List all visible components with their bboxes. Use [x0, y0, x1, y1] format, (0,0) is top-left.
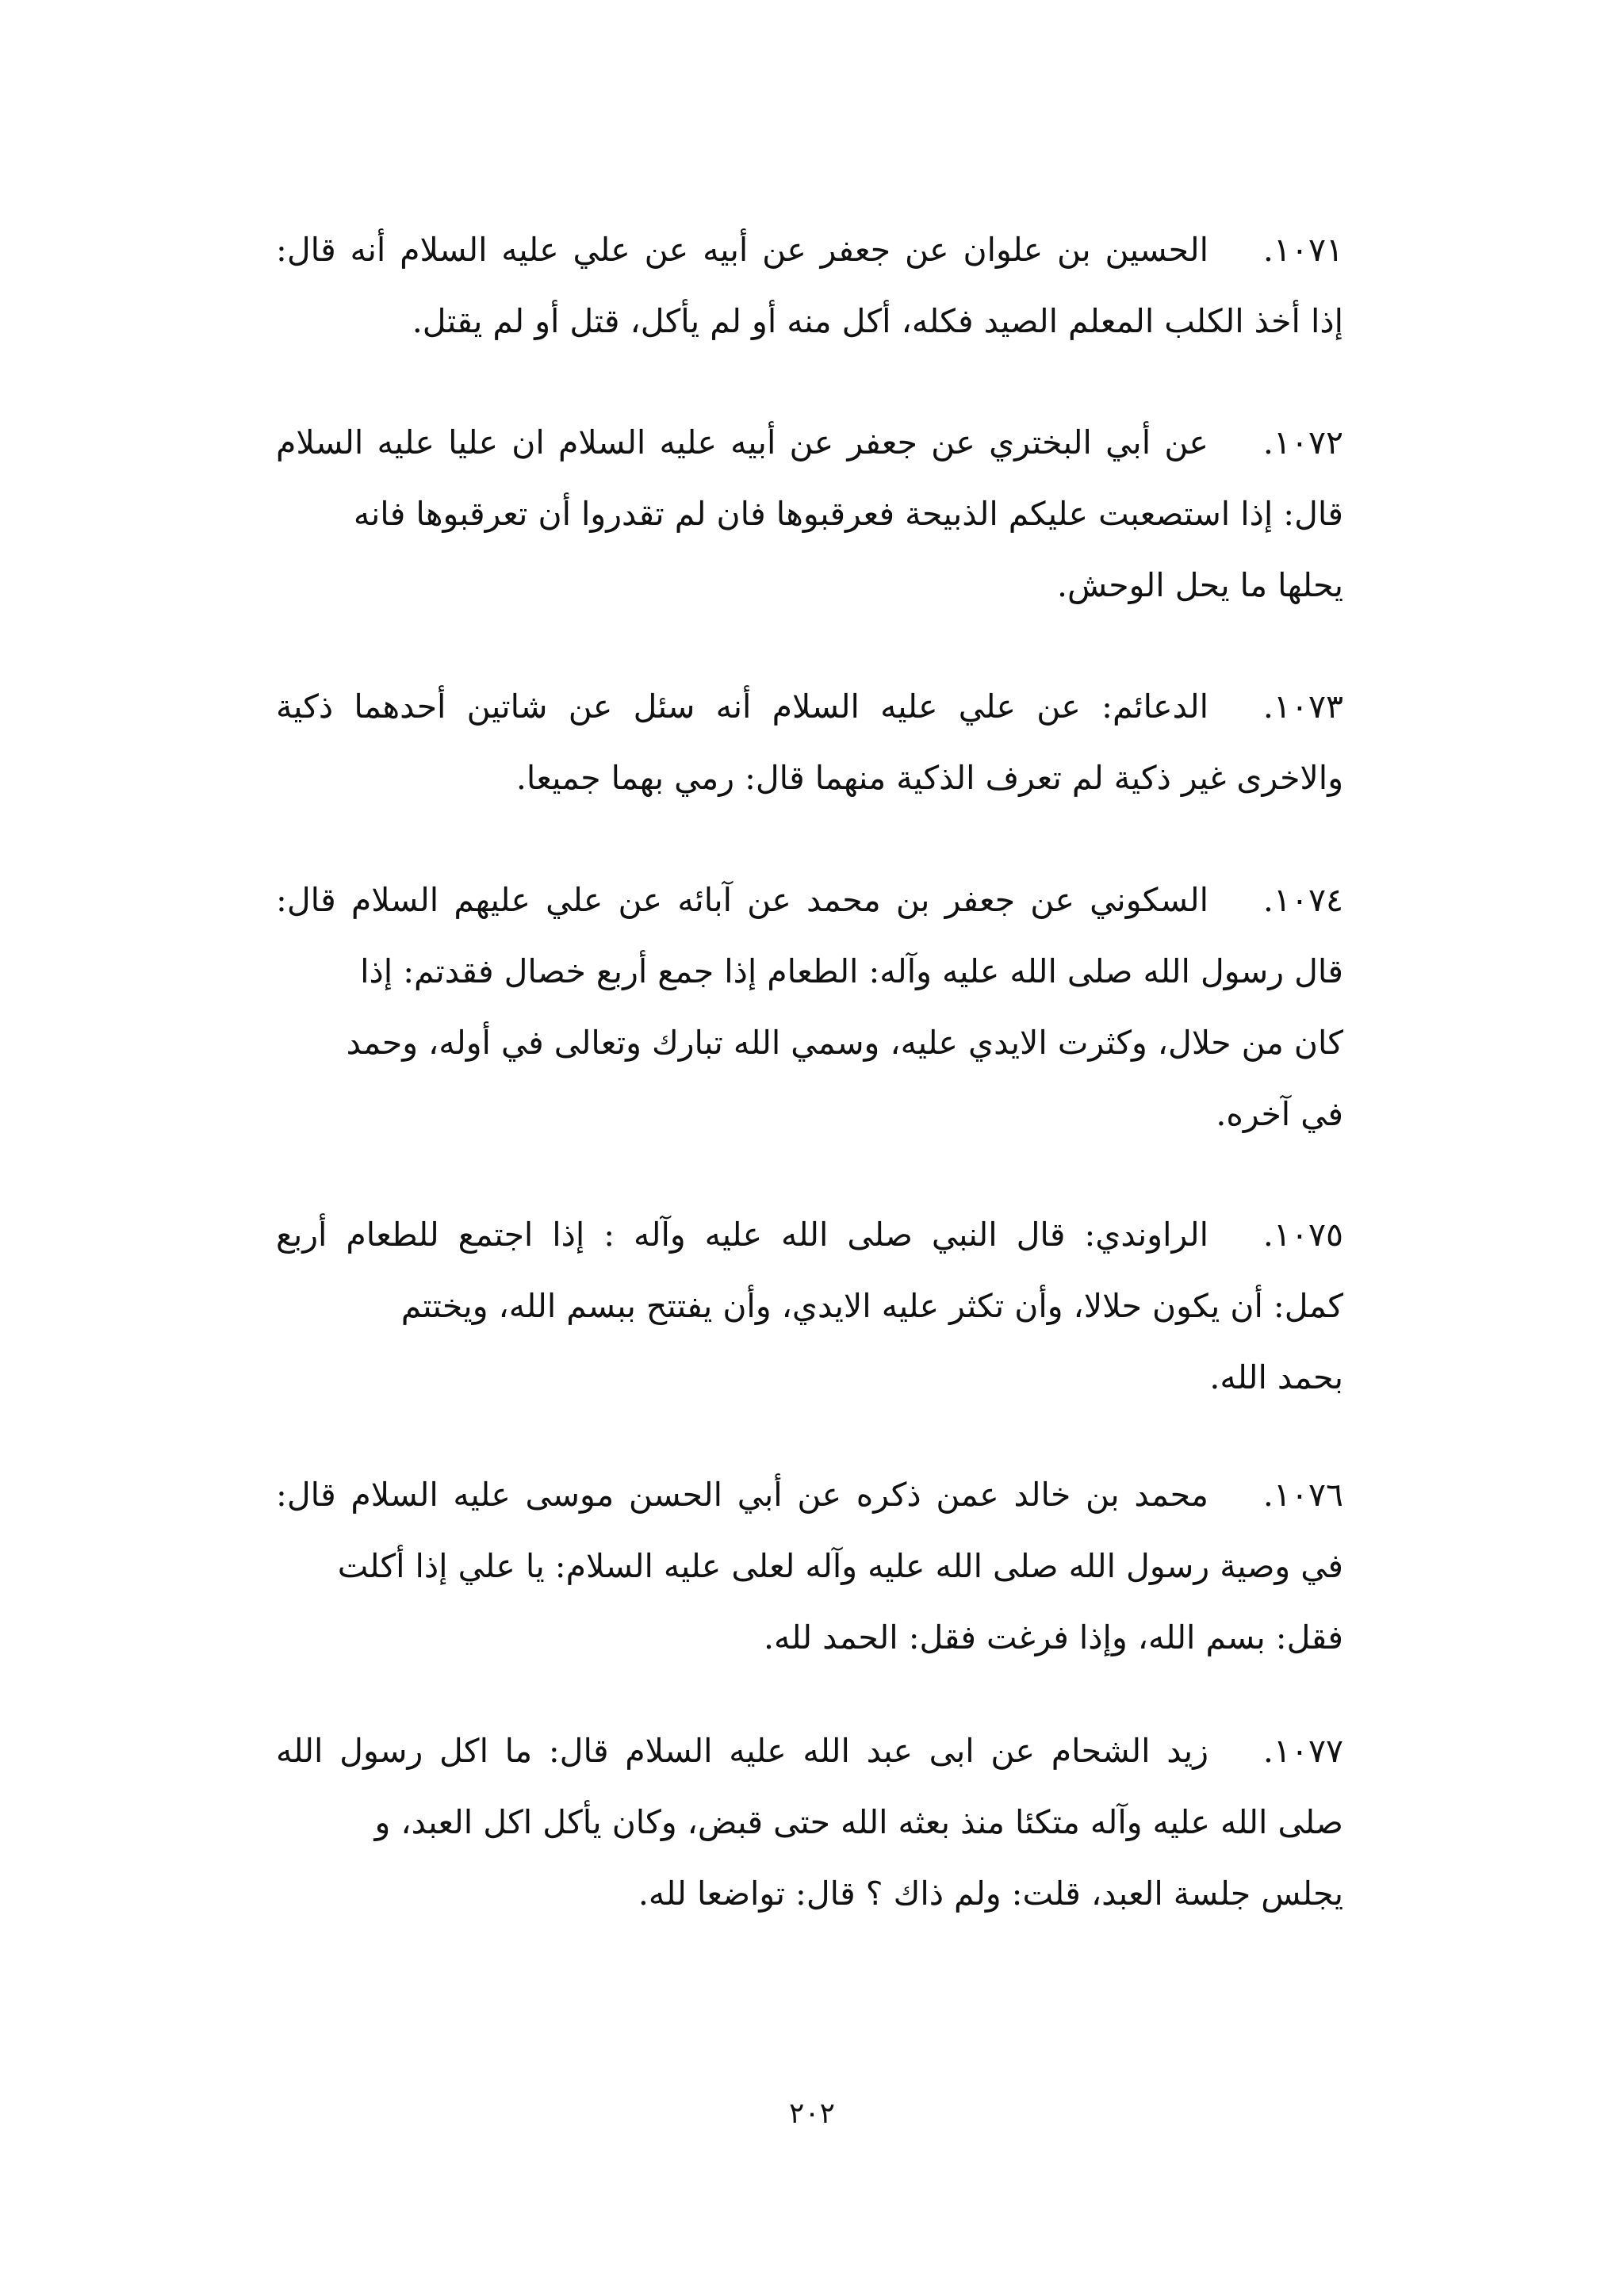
page-number: ٢٠٢ [788, 2097, 835, 2130]
hadith-entry [276, 671, 1343, 814]
entry-number: ١٠٧٣. [1262, 687, 1343, 726]
hadith-entry [276, 214, 1343, 357]
entry-text-line: والاخرى غير ذكية لم تعرف الذكية منهما قال: رمي بهما جميعا. [515, 759, 1343, 797]
entry-text-line: يجلس جلسة العبد، قلت: ولم ذاك ؟ قال: تواضعا لله. [638, 1875, 1343, 1913]
entry-text-line: يحلها ما يحل الوحش. [1056, 566, 1343, 604]
entry-text-line: إذا أخذ الكلب المعلم الصيد فكله، أكل منه أو لم يأكل، قتل أو لم يقتل. [412, 302, 1343, 340]
hadith-entry [276, 1199, 1343, 1413]
entry-first-line [276, 1459, 1343, 1530]
entry-text-line: كان من حلال، وكثرت الايدي عليه، وسمي الله تبارك وتعالى في أوله، وحمد [346, 1024, 1343, 1062]
entry-number: ١٠٧٤. [1262, 881, 1343, 919]
entry-text-line: زيد الشحام عن ابى عبد الله عليه السلام قال: ما اكل رسول الله [276, 1732, 1208, 1770]
hadith-entry [276, 1715, 1343, 1929]
entry-first-line [276, 671, 1343, 742]
entry-first-line [276, 864, 1343, 936]
entry-text-line: بحمد الله. [1209, 1358, 1343, 1396]
entry-first-line [276, 214, 1343, 285]
hadith-entry [276, 864, 1343, 1150]
entry-number: ١٠٧٧. [1262, 1732, 1343, 1770]
entry-first-line [276, 1715, 1343, 1787]
entry-number: ١٠٧٢. [1262, 423, 1343, 461]
entry-first-line [276, 1199, 1343, 1270]
hadith-entry [276, 407, 1343, 621]
entry-text-line: فقل: بسم الله، وإذا فرغت فقل: الحمد لله. [764, 1618, 1343, 1656]
entry-text-line: في آخره. [1216, 1095, 1343, 1133]
entry-text-line: صلى الله عليه وآله متكئا منذ بعثه الله حتى قبض، وكان يأكل اكل العبد، و [374, 1803, 1343, 1841]
entry-text-line: السكوني عن جعفر بن محمد عن آبائه عن علي عليهم السلام قال: [276, 881, 1208, 919]
entry-text-line: الحسين بن علوان عن جعفر عن أبيه عن علي عليه السلام أنه قال: [276, 231, 1208, 269]
entry-text-line: قال رسول الله صلى الله عليه وآله: الطعام إذا جمع أربع خصال فقدتم: إذا [360, 952, 1343, 990]
entry-text-line: كمل: أن يكون حلالا، وأن تكثر عليه الايدي، وأن يفتتح ببسم الله، ويختتم [400, 1287, 1343, 1325]
entry-text-line: قال: إذا استصعبت عليكم الذبيحة فعرقبوها فان لم تقدروا أن تعرقبوها فانه [353, 495, 1343, 533]
entry-text-line: محمد بن خالد عمن ذكره عن أبي الحسن موسى عليه السلام قال: [276, 1476, 1208, 1514]
entry-number: ١٠٧١. [1262, 231, 1343, 269]
entry-text-line: في وصية رسول الله صلى الله عليه وآله لعلى عليه السلام: يا علي إذا أكلت [337, 1547, 1343, 1585]
entry-number: ١٠٧٦. [1262, 1476, 1343, 1514]
entry-number: ١٠٧٥. [1262, 1216, 1343, 1254]
entry-text-line: الراوندي: قال النبي صلى الله عليه وآله : إذا اجتمع للطعام أربع [276, 1216, 1208, 1254]
entry-first-line [276, 407, 1343, 478]
entry-text-line: الدعائم: عن علي عليه السلام أنه سئل عن شاتين أحدهما ذكية [276, 687, 1208, 726]
hadith-entry [276, 1459, 1343, 1673]
entry-text-line: عن أبي البختري عن جعفر عن أبيه عليه السلام ان عليا عليه السلام [276, 423, 1208, 461]
